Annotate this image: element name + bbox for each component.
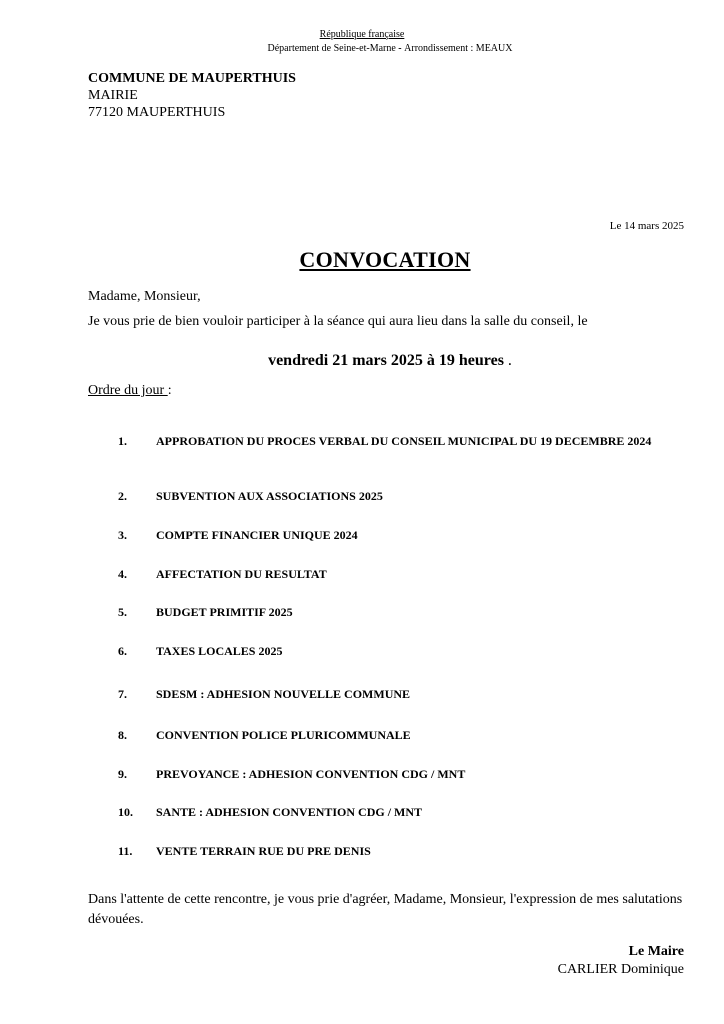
agenda-item-number: 7.	[118, 687, 127, 701]
page-title: CONVOCATION	[299, 247, 471, 272]
ordre-colon: :	[167, 383, 172, 398]
agenda-item-text: COMPTE FINANCIER UNIQUE 2024	[156, 528, 358, 542]
agenda-item-number: 1.	[118, 434, 127, 448]
agenda-item-number: 6.	[118, 644, 127, 658]
sender-address: 77120 MAUPERTHUIS	[88, 105, 226, 120]
agenda-item-text: AFFECTATION DU RESULTAT	[156, 567, 327, 581]
agenda-item-number: 9.	[118, 767, 127, 781]
agenda-item-number: 11.	[118, 844, 133, 858]
closing-paragraph: Dans l'attente de cette rencontre, je vous prie d'agréer, Madame, Monsieur, l'expression de mes salutations dévouées.	[88, 892, 683, 927]
sender-block	[88, 70, 296, 121]
ordre-label: Ordre du jour	[88, 383, 168, 398]
agenda-item-text: APPROBATION DU PROCES VERBAL DU CONSEIL MUNICIPAL DU 19 DECEMBRE 2024	[156, 434, 652, 448]
agenda-item-text: BUDGET PRIMITIF 2025	[156, 605, 293, 619]
departement-header	[0, 43, 724, 54]
signature-name: CARLIER Dominique	[557, 962, 684, 977]
agenda-item-number: 2.	[118, 489, 127, 503]
agenda-item-text: VENTE TERRAIN RUE DU PRE DENIS	[156, 844, 371, 858]
agenda-item-text: CONVENTION POLICE PLURICOMMUNALE	[156, 728, 411, 742]
agenda-item-text: SDESM : ADHESION NOUVELLE COMMUNE	[156, 687, 411, 701]
agenda-item-number: 4.	[118, 567, 127, 581]
agenda-item-number: 8.	[118, 728, 127, 742]
letter-date: Le 14 mars 2025	[609, 220, 684, 232]
meeting-trailing: .	[503, 352, 512, 369]
salutation: Madame, Monsieur,	[88, 289, 201, 304]
commune-name: COMMUNE DE MAUPERTHUIS	[88, 71, 296, 86]
arrondissement-name: Arrondissement : MEAUX	[404, 43, 513, 54]
agenda-item-text: SUBVENTION AUX ASSOCIATIONS 2025	[156, 489, 383, 503]
agenda-item-text: TAXES LOCALES 2025	[156, 644, 283, 658]
agenda-item-number: 5.	[118, 605, 127, 619]
departement-name: Département de Seine-et-Marne	[267, 43, 396, 54]
intro-text: Je vous prie de bien vouloir participer à la séance qui aura lieu dans la salle du conseil, le	[88, 314, 588, 329]
signature-role: Le Maire	[628, 944, 684, 959]
agenda-item-text: PREVOYANCE : ADHESION CONVENTION CDG / MNT	[156, 767, 466, 781]
republique-header: République française	[319, 29, 405, 40]
ordre-du-jour-label	[88, 383, 172, 399]
agenda-item-text: SANTE : ADHESION CONVENTION CDG / MNT	[156, 805, 423, 819]
meeting-datetime	[0, 352, 724, 370]
agenda-item-number: 3.	[118, 528, 127, 542]
mairie-label: MAIRIE	[88, 88, 138, 103]
departement-separator: -	[395, 43, 405, 54]
meeting-date: vendredi 21 mars 2025 à 19 heures	[268, 352, 504, 369]
agenda-item-number: 10.	[118, 805, 133, 819]
